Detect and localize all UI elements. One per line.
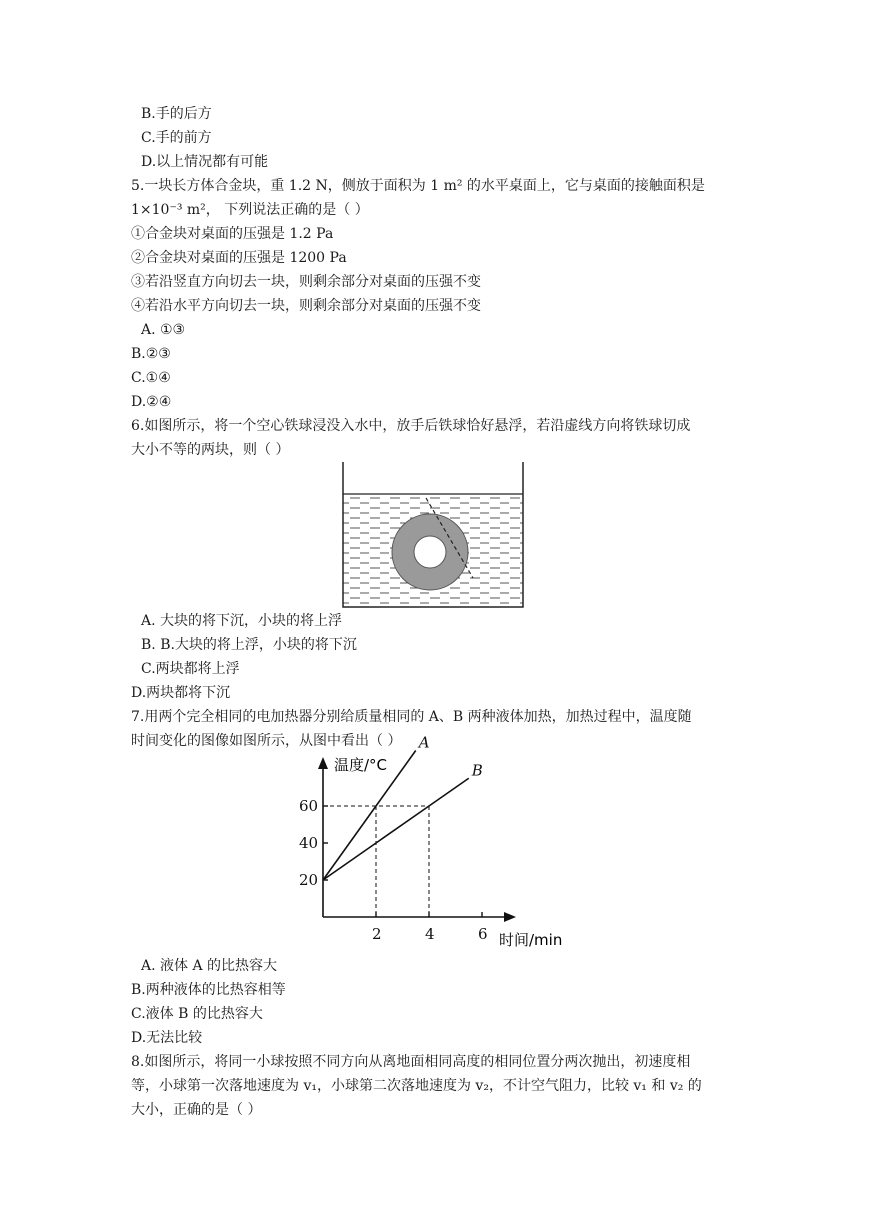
q5-statement-3: ③若沿竖直方向切去一块，则剩余部分对桌面的压强不变 [131,274,481,290]
q4-option-b: B.手的后方 [141,106,212,122]
q5-option-b: B.②③ [131,346,171,362]
chart-ticks [299,797,488,943]
chart-guide-lines [323,806,429,917]
y-tick-label-20: 20 [299,871,319,889]
x-tick-label-2: 2 [372,925,382,943]
q7-chart [290,733,580,956]
q5-stem-line2: 1×10⁻³ m²， 下列说法正确的是（ ） [131,202,369,218]
q5-option-c: C.①④ [131,370,171,386]
q6-figure [338,460,528,616]
q5-statement-1: ①合金块对桌面的压强是 1.2 Pa [131,226,334,242]
q5-statement-2: ②合金块对桌面的压强是 1200 Pa [131,250,347,266]
q7-option-d: D.无法比较 [131,1030,203,1046]
series-line-B [323,778,469,880]
q8-stem-line1: 8.如图所示，将同一小球按照不同方向从离地面相同高度的相同位置分两次抛出，初速度相 [131,1054,691,1070]
q6-stem-line2: 大小不等的两块，则（ ） [131,442,290,458]
y-axis-arrow [318,757,328,769]
q5-stem-line1: 5.一块长方体合金块，重 1.2 N，侧放于面积为 1 m² 的水平桌面上，它与桌面的接触面积是 [131,178,705,194]
q8-stem-line2: 等，小球第一次落地速度为 v₁，小球第二次落地速度为 v₂，不计空气阻力，比较 v₁ 和 v₂ 的 [131,1078,702,1094]
series-label-A: A [418,733,430,752]
q4-option-d: D.以上情况都有可能 [141,154,269,170]
temperature-time-chart [290,733,580,952]
series-label-B: B [471,761,483,780]
q5-option-a: A. ①③ [141,322,186,338]
ball-cavity [414,536,446,568]
q7-option-c: C.液体 B 的比热容大 [131,1006,263,1022]
q5-option-d: D.②④ [131,394,172,410]
y-tick-label-40: 40 [299,834,319,852]
q4-option-c: C.手的前方 [141,130,212,146]
q7-option-a: A. 液体 A 的比热容大 [141,958,278,974]
x-axis-label: 时间/min [499,931,563,949]
x-tick-label-6: 6 [478,925,488,943]
q6-option-b: B. B.大块的将上浮，小块的将下沉 [141,637,357,653]
q7-stem-line1: 7.用两个完全相同的电加热器分别给质量相同的 A、B 两种液体加热，加热过程中，温度随 [131,709,692,725]
x-tick-label-4: 4 [425,925,435,943]
q7-stem-line2: 时间变化的图像如图所示，从图中看出（ ） [131,733,402,749]
q5-statement-4: ④若沿水平方向切去一块，则剩余部分对桌面的压强不变 [131,298,481,314]
q7-option-b: B.两种液体的比热容相等 [131,982,286,998]
container-water-figure [338,460,528,612]
q6-option-d: D.两块都将下沉 [131,685,231,701]
chart-axes [318,757,516,922]
q6-stem-line1: 6.如图所示，将一个空心铁球浸没入水中，放手后铁球恰好悬浮，若沿虚线方向将铁球切成 [131,418,691,434]
y-tick-label-60: 60 [299,797,319,815]
q8-stem-line3: 大小，正确的是（ ） [131,1102,262,1118]
q6-option-c: C.两块都将上浮 [141,661,240,677]
y-axis-label: 温度/°C [334,756,388,774]
x-axis-arrow [504,912,516,922]
q6-option-a: A. 大块的将下沉，小块的将上浮 [141,613,343,629]
